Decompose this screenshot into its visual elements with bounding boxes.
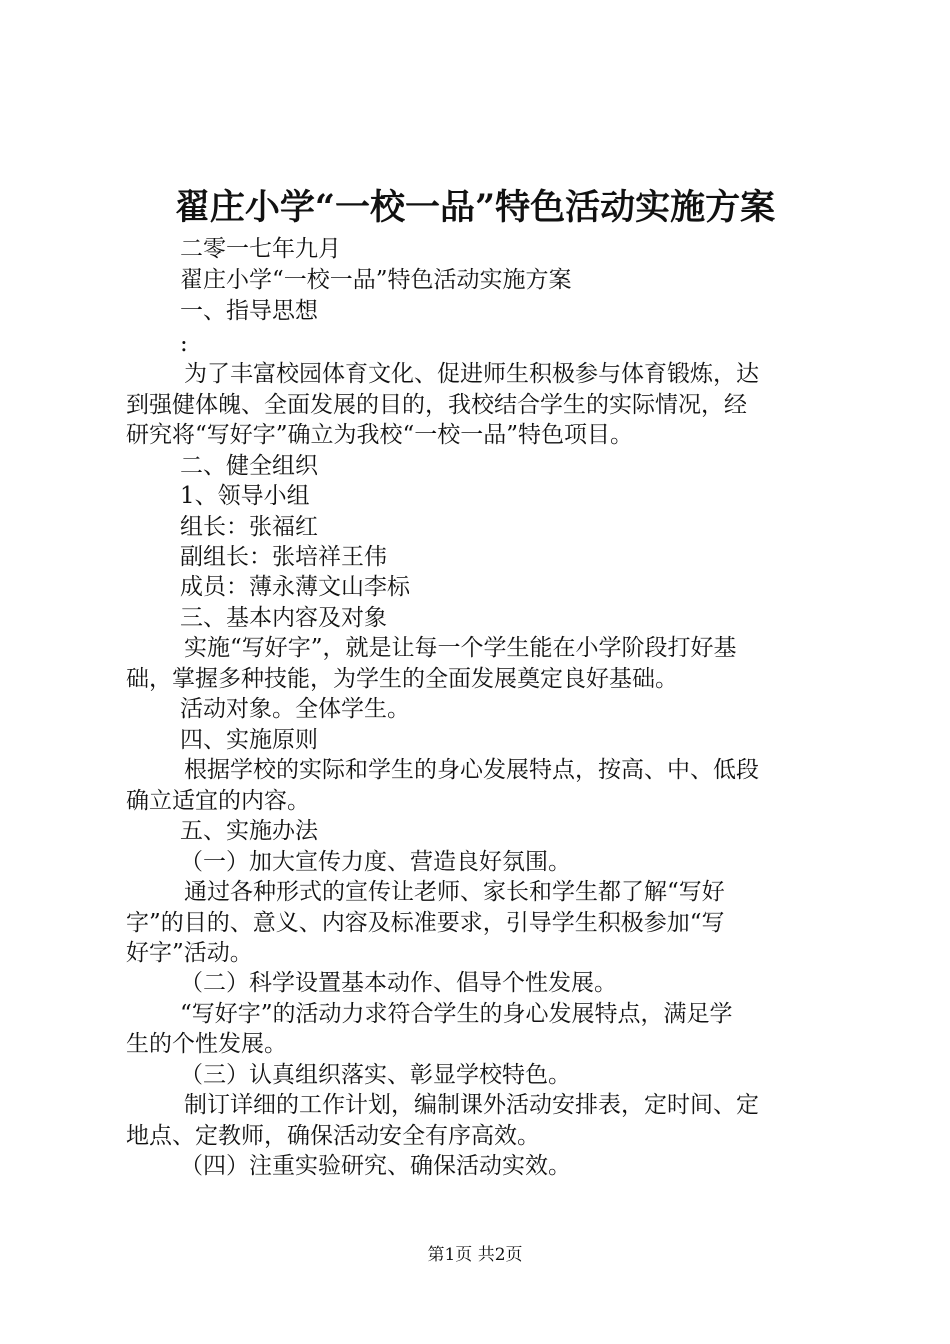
paragraph-line: 根据学校的实际和学生的身心发展特点，按高、中、低段	[184, 757, 759, 783]
paragraph-line: 研究将“写好字”确立为我校“一校一品”特色项目。	[126, 422, 634, 448]
paragraph-line: 活动对象。全体学生。	[180, 696, 410, 722]
subsection-heading: 1、领导小组	[180, 483, 310, 509]
paragraph-line: 生的个性发展。	[126, 1031, 287, 1057]
subsection-heading: （一）加大宣传力度、营造良好氛围。	[180, 849, 571, 875]
member-line: 成员：薄永薄文山李标	[180, 574, 410, 600]
page-footer: 第1页 共2页	[427, 1245, 523, 1265]
subtitle-line: 翟庄小学“一校一品”特色活动实施方案	[180, 267, 572, 293]
paragraph-line: 础，掌握多种技能，为学生的全面发展奠定良好基础。	[126, 666, 678, 692]
date-line: 二零一七年九月	[180, 236, 341, 262]
member-line: 组长：张福红	[180, 514, 318, 540]
subsection-heading: （四）注重实验研究、确保活动实效。	[180, 1153, 571, 1179]
paragraph-line: 地点、定教师，确保活动安全有序高效。	[126, 1123, 540, 1149]
colon-line: :	[180, 331, 188, 357]
section-heading: 四、实施原则	[180, 727, 318, 753]
subsection-heading: （三）认真组织落实、彰显学校特色。	[180, 1062, 571, 1088]
paragraph-line: 制订详细的工作计划，编制课外活动安排表，定时间、定	[184, 1092, 759, 1118]
paragraph-line: 字”的目的、意义、内容及标准要求，引导学生积极参加“写	[126, 910, 725, 936]
paragraph-line: 好字”活动。	[126, 940, 253, 966]
document-title: 翟庄小学“一校一品”特色活动实施方案	[174, 187, 776, 228]
paragraph-line: 实施“写好字”，就是让每一个学生能在小学阶段打好基	[184, 635, 737, 661]
section-heading: 五、实施办法	[180, 818, 318, 844]
section-heading: 一、指导思想	[180, 298, 318, 324]
section-heading: 三、基本内容及对象	[180, 605, 387, 631]
paragraph-line: 通过各种形式的宣传让老师、家长和学生都了解“写好	[184, 879, 725, 905]
paragraph-line: 确立适宜的内容。	[126, 788, 310, 814]
subsection-heading: （二）科学设置基本动作、倡导个性发展。	[180, 970, 617, 996]
member-line: 副组长：张培祥王伟	[180, 544, 387, 570]
paragraph-line: 为了丰富校园体育文化、促进师生积极参与体育锻炼，达	[184, 361, 759, 387]
paragraph-line: 到强健体魄、全面发展的目的，我校结合学生的实际情况，经	[126, 392, 747, 418]
section-heading: 二、健全组织	[180, 453, 318, 479]
paragraph-line: “写好字”的活动力求符合学生的身心发展特点，满足学	[180, 1001, 733, 1027]
